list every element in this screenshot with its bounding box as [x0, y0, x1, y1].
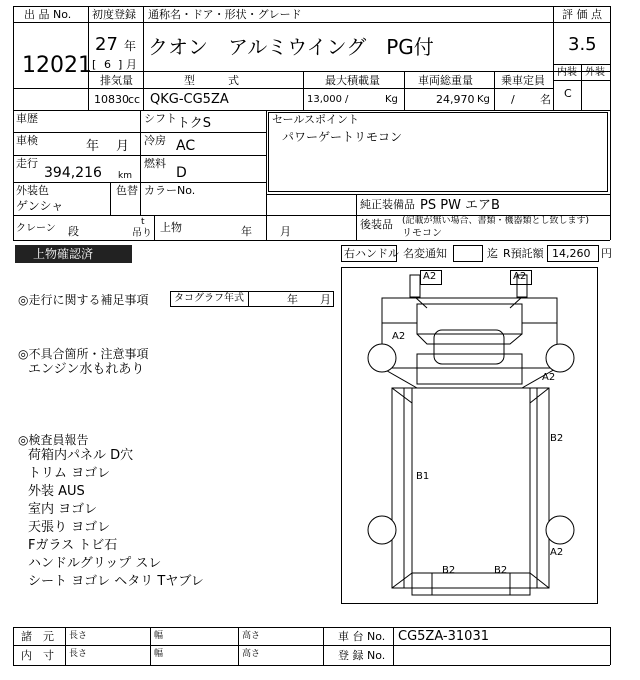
footer-line — [13, 627, 610, 628]
recycle-unit: 円 — [601, 247, 612, 260]
type-label: 型 式 — [184, 74, 239, 87]
ac-label: 冷房 — [144, 134, 166, 147]
inspection-year-unit: 年 — [86, 139, 100, 154]
damage-mark: B2 — [550, 433, 564, 444]
details-line — [13, 110, 14, 240]
steering-value: 右ハンドル — [344, 247, 399, 260]
inspection-month-unit: 月 — [116, 139, 130, 154]
tachograph-divider — [248, 291, 249, 307]
details-line — [266, 194, 610, 195]
header-vline — [610, 6, 611, 110]
registration-month-unit: 月 — [126, 58, 137, 71]
footer-vline — [238, 627, 239, 665]
header-vline — [581, 64, 582, 110]
displacement-label: 排気量 — [100, 74, 133, 87]
aftermarket-note: (記載が無い場合、書類・機器類とし致します) — [402, 216, 590, 226]
lot-number: 12021 — [22, 53, 92, 78]
month-bracket-close: ] — [118, 58, 123, 71]
max-load-label: 最大積載量 — [325, 74, 380, 87]
mileage-label: 走行 — [16, 157, 38, 170]
details-line — [140, 110, 141, 215]
max-load-unit: Kg — [385, 94, 398, 105]
footer-vline — [323, 627, 324, 665]
header-vline — [303, 71, 304, 110]
footer-vline — [150, 627, 151, 665]
recycle-amount: 14,260 — [552, 247, 591, 260]
tachograph-year-unit: 年 — [287, 293, 298, 306]
interior-grade-label: 内装 — [557, 67, 577, 78]
inspector-item: トリム ヨゴレ — [28, 466, 111, 481]
score-label: 評 価 点 — [562, 8, 602, 21]
header-line — [13, 22, 610, 23]
name-change-label: 名変通知 — [403, 247, 447, 260]
defect-item: エンジン水もれあり — [28, 362, 145, 377]
recycle-deposit-label: R預託額 — [503, 247, 544, 260]
type-value: QKG-CG5ZA — [150, 92, 229, 107]
sales-points-label: セールスポイント — [272, 113, 360, 126]
footer-line — [13, 645, 610, 646]
standard-equipment-value: PS PW エアB — [420, 198, 500, 213]
aftermarket-label: 後装品 — [360, 218, 393, 231]
fuel-label: 燃料 — [144, 157, 166, 170]
footer-vline — [610, 627, 611, 665]
crane-hook-label: 吊り — [132, 228, 152, 239]
inspector-report-label: ◎検査員報告 — [18, 433, 89, 447]
footer-vline — [393, 627, 394, 665]
specs-width-label: 幅 — [154, 631, 164, 641]
running-notes-label: ◎走行に関する補足事項 — [18, 293, 149, 307]
vehicle-diagram — [341, 267, 598, 604]
gross-weight-unit: Kg — [477, 94, 490, 105]
standard-equipment-label: 純正装備品 — [360, 198, 415, 211]
name-change-box — [453, 245, 483, 262]
header-line — [13, 6, 610, 7]
header-vline — [143, 6, 144, 71]
footer-vline — [13, 627, 14, 665]
footer-line — [13, 665, 610, 666]
aftermarket-value: リモコン — [402, 228, 442, 239]
displacement-value: 10830 — [94, 93, 129, 106]
color-number-label: カラーNo. — [144, 184, 196, 197]
displacement-unit: cc — [128, 93, 141, 106]
inner-dimensions-label: 内 寸 — [21, 649, 54, 662]
header-line — [88, 71, 610, 72]
shift-value: トクS — [177, 116, 211, 131]
inspector-item: 外装 AUS — [28, 484, 85, 499]
model-name: クオン アルミウイング PG付 — [148, 35, 434, 59]
inspector-item: Fガラス トビ石 — [28, 538, 118, 553]
crane-ton-unit: t — [141, 217, 145, 227]
lot-label: 出 品 No. — [24, 8, 72, 21]
inspector-item: シート ヨゴレ ヘタリ Tヤブレ — [28, 574, 204, 589]
exterior-grade-label: 外装 — [585, 67, 605, 78]
tachograph-month-unit: 月 — [320, 293, 331, 306]
header-line — [13, 88, 553, 89]
registration-number-label: 登 録 No. — [338, 649, 386, 662]
footer-vline — [65, 627, 66, 665]
specs-label: 諸 元 — [21, 630, 54, 643]
header-vline — [404, 71, 405, 110]
damage-mark: B1 — [416, 471, 430, 482]
month-bracket-open: [ — [92, 58, 97, 71]
damage-mark: A2 — [392, 331, 406, 342]
history-label: 車歴 — [16, 112, 38, 125]
header-vline — [494, 71, 495, 110]
details-line — [356, 194, 357, 240]
inner-length-label: 長さ — [69, 649, 88, 659]
capacity-unit: 名 — [540, 93, 551, 106]
max-load-slash: / — [345, 94, 349, 105]
inspector-item: 室内 ヨゴレ — [28, 502, 98, 517]
details-line — [610, 110, 611, 240]
header-line — [13, 110, 610, 111]
header-vline — [143, 71, 144, 110]
max-load-value: 13,000 — [307, 94, 342, 105]
gross-weight-value: 24,970 — [436, 93, 475, 106]
score-value: 3.5 — [568, 34, 597, 55]
specs-height-label: 高さ — [242, 631, 261, 641]
interior-grade: C — [564, 87, 572, 100]
damage-mark: B2 — [494, 565, 508, 576]
model-label: 通称名・ドア・形状・グレード — [148, 8, 302, 21]
damage-mark: B2 — [442, 565, 456, 576]
damage-mark: A2 — [423, 271, 437, 282]
registration-year-unit: 年 — [124, 39, 137, 53]
ac-value: AC — [176, 138, 196, 154]
fuel-value: D — [176, 165, 187, 181]
body-month-unit: 月 — [280, 225, 291, 238]
color-change-label: 色替 — [116, 184, 138, 197]
mileage-unit: km — [118, 171, 132, 181]
body-label: 上物 — [160, 221, 182, 234]
details-line — [154, 215, 155, 240]
chassis-number-label: 車 台 No. — [338, 630, 386, 643]
crane-label: クレーン — [16, 223, 56, 234]
damage-mark: A2 — [542, 372, 556, 383]
exterior-color-label: 外装色 — [16, 184, 49, 197]
crane-stage-unit: 段 — [68, 225, 79, 238]
exterior-color-value: ゲンシャ — [16, 199, 64, 213]
body-confirmed-banner: 上物確認済 — [15, 245, 132, 263]
inspection-label: 車検 — [16, 134, 38, 147]
inspector-item: 天張り ヨゴレ — [28, 520, 111, 535]
tax-until-label: 迄 — [487, 247, 498, 260]
damage-mark: A2 — [550, 547, 564, 558]
shift-label: シフト — [144, 112, 177, 125]
inspector-item: ハンドルグリップ スレ — [28, 556, 162, 571]
registration-month: 6 — [104, 58, 111, 71]
sales-points-value: パワーゲートリモコン — [282, 130, 403, 144]
chassis-number: CG5ZA-31031 — [398, 629, 489, 644]
header-vline — [553, 6, 554, 110]
specs-length-label: 長さ — [69, 631, 88, 641]
capacity-label: 乗車定員 — [501, 74, 545, 87]
body-year-unit: 年 — [241, 225, 252, 238]
defects-label: ◎不具合箇所・注意事項 — [18, 347, 149, 361]
tachograph-label: タコグラフ年式 — [174, 293, 244, 304]
gross-weight-label: 車両総重量 — [418, 74, 473, 87]
details-line — [266, 182, 267, 240]
first-registration-label: 初度登録 — [92, 8, 136, 21]
details-line — [13, 240, 610, 241]
inner-height-label: 高さ — [242, 649, 261, 659]
capacity-slash: / — [511, 93, 515, 106]
header-vline — [13, 6, 14, 110]
mileage-value: 394,216 — [44, 165, 102, 181]
damage-mark: A2 — [513, 271, 527, 282]
registration-year: 27 — [95, 34, 118, 55]
inner-width-label: 幅 — [154, 649, 164, 659]
details-line — [110, 182, 111, 215]
inspector-item: 荷箱内パネル D穴 — [28, 448, 134, 463]
